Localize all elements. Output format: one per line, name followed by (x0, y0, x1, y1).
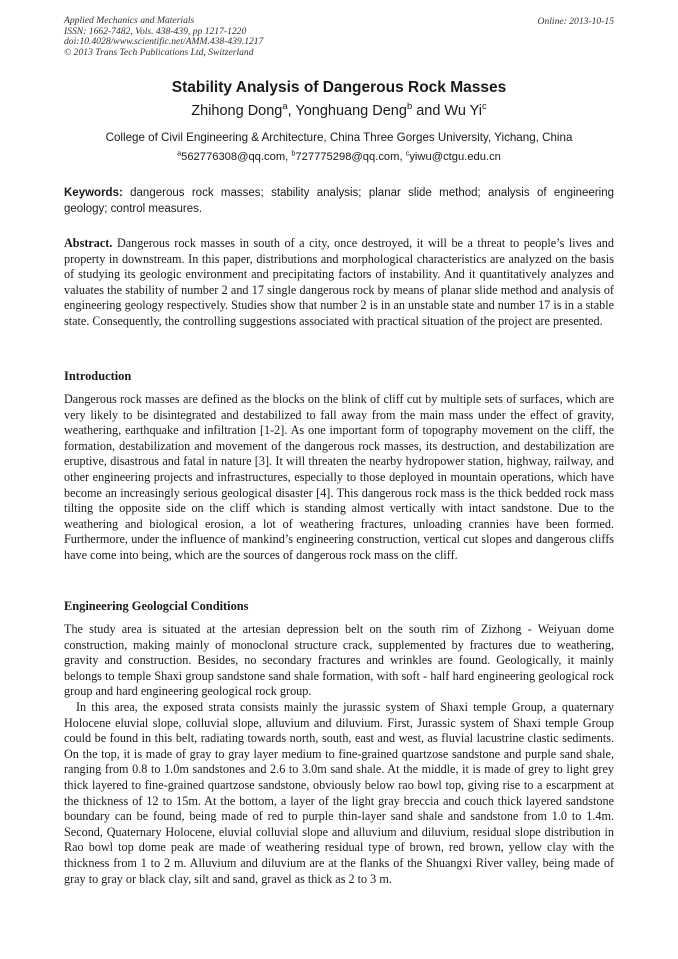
paper-title: Stability Analysis of Dangerous Rock Masses (171, 79, 507, 96)
email-list: $^a$562776308@qq.com, $^b$727775298@qq.com, $^c$yiwu@ctgu.edu.cn (177, 148, 501, 163)
journal-name: Applied Mechanics and Materials (64, 15, 195, 26)
email-sup: a (177, 148, 182, 158)
email-sup: b (291, 148, 296, 158)
abstract-label: Abstract. (64, 236, 113, 250)
geology-text (64, 622, 614, 887)
paragraph: In this area, the exposed strata consists mainly the jurassic system of Shaxi temple Group, a quaternary Holocene eluvial slope, colluvial slope, alluvium and diluvium. First, Jurassic system of Shaxi temple Group could be found in this belt, radiating towards north, south, east and west, as fluvial lacustrine clastic sediments. On the top, it is made of gray to gray layer medium to fine-grained quartzose sandstone and purple sand shale, ranging from 0.8 to 1.0m sandstones and 2.6 to 3.0m sand shale. At the middle, it is made of grey to light grey thick layered to fine-grained quartzose sandstone, obviously below rao bowl top, giving rise to a escarpment at the thickness of 12 to 15m. At the bottom, a layer of the light gray breccia and couch thick layered sandstone boundary can be found, being made of red to purple thin-layer sand shale and sandstone from 1.0 to 1.4m. Second, Quaternary Holocene, eluvial colluvial slope and alluvium and diluvium, residual slope distribution in Rao bowl top dome peak are made of weathering residual type of brown, red brown, yellow clay with the thickness from 1 to 2 m. Alluvium and diluvium are at the flanks of the Shuangxi River valley, being made of gray to gray or black clay, silt and sand, gravel as thick as 2 to 3 m. (64, 699, 614, 886)
author-separator: , (287, 103, 296, 119)
author-list (0, 100, 678, 119)
email-address[interactable]: yiwu@ctgu.edu.cn (409, 151, 501, 163)
online-date: Online: 2013-10-15 (537, 16, 614, 27)
email-address[interactable]: 727775298@qq.com (295, 151, 400, 163)
author-name: Zhihong Dong (191, 103, 283, 119)
section-heading-geology: Engineering Geologcial Conditions (64, 599, 249, 613)
keywords-text: dangerous rock masses; stability analysis; planar slide method; analysis of engineering geology; control measures. (64, 187, 614, 215)
abstract (64, 236, 614, 330)
author-sup: b (406, 100, 413, 112)
author-separator: and (412, 103, 445, 119)
paragraph: The study area is situated at the artesian depression belt on the south rim of Zizhong - Weiyuan dome construction, making mainly of monoclonal structure crack, supplemented by fractures due to weathering, gravity and construction. Besides, no secondary fractures and wrinkles are found. Geologically, it mainly belongs to temple Shaxi group sandstone sand shale formation, with soft - half hard engineering geological rock group and hard engineering geological rock group. (64, 622, 614, 699)
affiliation: College of Civil Engineering & Architecture, China Three Gorges University, Yichang, China (105, 131, 573, 144)
issn-line: ISSN: 1662-7482, Vols. 438-439, pp 1217-1220 (64, 25, 247, 37)
author-name: Wu Yi (444, 103, 483, 119)
introduction-text (64, 392, 614, 564)
author-sup: c (482, 100, 487, 112)
email-address[interactable]: 562776308@qq.com (181, 151, 286, 163)
paragraph: Dangerous rock masses are defined as the blocks on the blink of cliff cut by multiple sets of surfaces, which are very likely to be disintegrated and destabilized to fall away from the main mass under the effect of gravity, weathering, earthquake and infiltration [1-2]. As one important form of topography movement on the cliff, the formation, destabilization and movement of the dangerous rock masses, its destruction, and destabilization are eruptive, disastrous and fatal in nature [3]. It will threaten the nearby hydropower station, highway, railway, and other engineering projects and infrastructures, especially to those deployed in mountain operations, which have become an increasingly serious geological disaster [4]. This dangerous rock mass is the thick bedded rock mass tilting the opposite side on the cliff which is standing almost vertically with intact sandstone. Due to the weathering and biological erosion, a lot of weathering fractures, unloading crannies have been formed. Furthermore, under the influence of mankind’s engineering construction, vertical cut slopes and dangerous cliffs have come into being, which are the sources of dangerous rock mass on the cliff. (64, 392, 614, 562)
author-name: Yonghuang Deng (295, 103, 407, 119)
author-sup: a (282, 100, 288, 112)
keywords (64, 186, 614, 217)
doi-line: doi:10.4028/www.scientific.net/AMM.438-439.1217 (64, 36, 264, 48)
abstract-text: Dangerous rock masses in south of a city, once destroyed, it will be a threat to people’s lives and property in downstream. In this paper, distributions and morphological characteristics are analyzed on the basis of studying its geologic environment and precipitating factors of instability. And it quantitatively analyzes and valuates the stability of number 2 and 17 single dangerous rock by means of planar slide method and analysis of engineering geology respectively. Studies show that number 2 is in an unstable state and number 17 is in a stable state. Consequently, the controlling suggestions associated with practical situation of the project are presented. (64, 236, 614, 328)
journal-header (64, 16, 263, 58)
keywords-label: Keywords: (64, 187, 123, 199)
email-sup: c (405, 148, 410, 158)
copyright-line: © 2013 Trans Tech Publications Ltd, Switzerland (64, 46, 254, 58)
section-heading-introduction: Introduction (64, 369, 132, 383)
